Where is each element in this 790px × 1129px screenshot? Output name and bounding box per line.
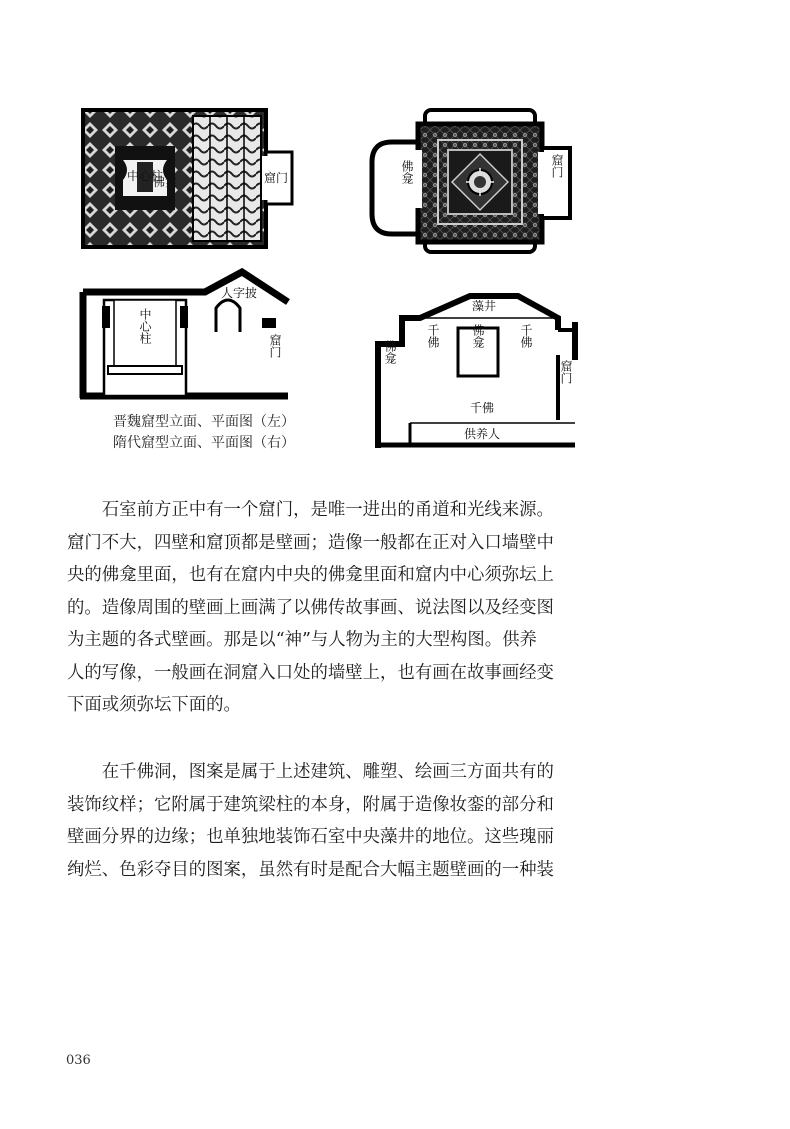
figure-caption [113,412,295,454]
text-line: 壁画分界的边缘；也单独地装饰石室中央藻井的地位。这些瑰丽 [67,827,554,847]
text-line: 在千佛洞，图案是属于上述建筑、雕塑、绘画三方面共有的 [67,762,554,782]
left-plan-niche-label: 佛龛 [152,175,178,189]
body-paragraph [67,494,727,722]
right-section-ceiling-label: 藻井 [471,299,497,313]
text-line: 绚烂、色彩夺目的图案，虽然有时是配合大幅主题壁画的一种装 [67,859,554,880]
left-section-roof-label: 人字披 [220,286,258,300]
right-section-left-niche-label: 佛龛 [383,340,397,364]
left-section-pillar-label: 中心柱 [138,308,152,344]
text-line: 装饰纹样；它附属于建筑梁柱的本身，附属于造像妆銮的部分和 [67,794,554,815]
text-line: 的。造像周围的壁画上画满了以佛传故事画、说法图以及经变图 [67,597,554,618]
right-section-donors-label: 供养人 [463,427,501,441]
text-line: 人的写像，一般画在洞窟入口处的墙壁上，也有画在故事画经变 [67,662,554,683]
text-line: 窟门不大，四壁和窟顶都是壁画；造像一般都在正对入口墙壁中 [67,532,554,553]
left-section-door-label: 窟门 [268,334,282,358]
right-section-thousand-left-label: 千佛 [426,324,440,348]
right-section-diagram [378,296,575,448]
left-plan-door-label: 窟门 [263,171,289,185]
right-plan-door-label: 窟门 [550,154,564,178]
right-section-thousand-right-label: 千佛 [519,324,533,348]
text-line: 央的佛龛里面，也有在窟内中央的佛龛里面和窟内中心须弥坛上 [67,565,554,585]
body-paragraph [67,756,727,886]
cave-diagrams-figure [0,0,790,470]
right-section-door-label: 窟门 [559,360,573,384]
right-section-thousand-bottom-label: 千佛 [469,401,495,415]
left-section-diagram [80,272,288,398]
page-number: 036 [66,1053,91,1068]
figure-caption-line: 晋魏窟型立面、平面图（左） [113,414,295,430]
right-plan-diagram [372,110,570,252]
figure-caption-line: 隋代窟型立面、平面图（右） [113,435,295,451]
right-section-center-niche-label: 佛龛 [471,324,485,348]
text-line: 石室前方正中有一个窟门，是唯一进出的甬道和光线来源。 [67,500,554,520]
left-plan-diagram [83,110,292,247]
right-plan-niche-label: 佛龛 [400,160,414,184]
text-line: 下面或须弥坛下面的。 [67,695,241,715]
text-line: 为主题的各式壁画。那是以“神”与人物为主的大型构图。供养 [67,630,537,650]
left-plan-pillar-label: 中心柱 [126,169,164,183]
